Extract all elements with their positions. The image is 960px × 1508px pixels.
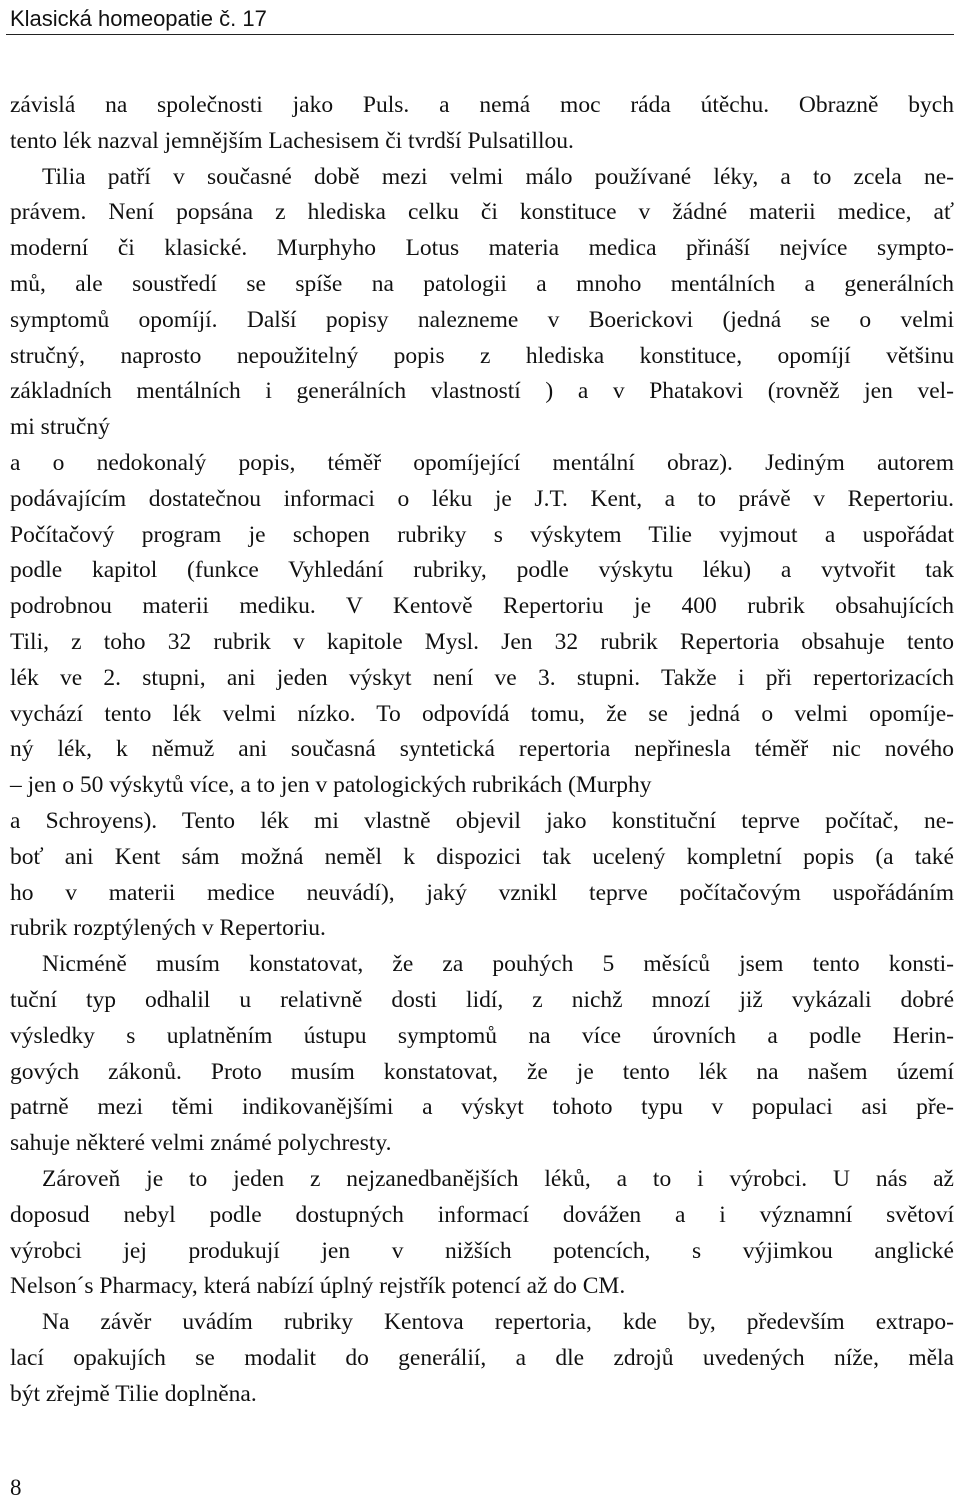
text-line: a o nedokonalý popis, téměř opomíjející mentální obraz). Jediným autorem (10, 449, 954, 476)
text-line: podávajícím dostatečnou informaci o léku je J.T. Kent, a to právě v Repertoriu. (10, 485, 954, 512)
text-line: Počítačový program je schopen rubriky s výskytem Tilie vyjmout a uspořádat (10, 521, 954, 548)
text-line: Nelson´s Pharmacy, která nabízí úplný rejstřík potencí až do CM. (10, 1273, 626, 1300)
text-line: sahuje některé velmi známé polychresty. (10, 1130, 392, 1157)
text-line: Na závěr uvádím rubriky Kentova repertoria, kde by, především extrapo- (42, 1309, 954, 1336)
page-number: 8 (10, 1475, 22, 1500)
text-line: tuční typ odhalil u relativně dosti lidí, z nichž mnozí již vykázali dobré (10, 986, 954, 1013)
text-line: podle kapitol (funkce Vyhledání rubriky, podle výskytu léku) a vytvořit tak (10, 557, 954, 584)
text-line: moderní či klasické. Murphyho Lotus materia medica přináší nejvíce sympto- (10, 235, 954, 262)
article-body (10, 88, 954, 1412)
text-line: podrobnou materii mediku. V Kentově Repertoriu je 400 rubrik obsahujících (10, 593, 954, 620)
text-line: lací opakujích se modalit do generálií, a dle zdrojů uvedených níže, měla (10, 1344, 954, 1371)
running-header: Klasická homeopatie č. 17 (10, 6, 267, 31)
text-line: výrobci jej produkují jen v nižších potencích, s výjimkou anglické (10, 1237, 954, 1264)
text-line: závislá na společnosti jako Puls. a nemá moc ráda útěchu. Obrazně bych (10, 92, 954, 118)
text-line: rubrik rozptýlených v Repertoriu. (10, 915, 326, 942)
header-rule (6, 34, 954, 35)
text-line: lék ve 2. stupni, ani jeden výskyt není ve 3. stupni. Takže i při repertorizacích (10, 664, 954, 691)
text-line: Zároveň je to jeden z nejzanedbanějších léků, a to i výrobci. U nás až (42, 1165, 954, 1192)
text-line: gových zákonů. Proto musím konstatovat, že je tento lék na našem území (10, 1058, 954, 1085)
text-line: stručný, naprosto nepoužitelný popis z hlediska konstituce, opomíjí většinu (10, 342, 954, 369)
text-line: patrně mezi těmi indikovanějšími a výskyt tohoto typu v populaci asi pře- (10, 1094, 954, 1121)
text-line: symptomů opomíjí. Další popisy nalezneme v Boerickovi (jedná se o velmi (10, 306, 954, 333)
text-line: mů, ale soustředí se spíše na patologii a mnoho mentálních a generálních (10, 270, 954, 297)
text-line: doposud nebyl podle dostupných informací dovážen a i významní světoví (10, 1201, 954, 1228)
text-line: výsledky s uplatněním ústupu symptomů na více úrovních a podle Herin- (10, 1022, 954, 1049)
text-line: ho v materii medice neuvádí), jaký vznikl teprve počítačovým uspořádáním (10, 879, 954, 906)
text-line: základních mentálních i generálních vlastností ) a v Phatakovi (rovněž jen vel- (10, 378, 954, 405)
text-line: být zřejmě Tilie doplněna. (10, 1380, 257, 1407)
text-line: mi stručný (10, 414, 110, 441)
text-line: vychází tento lék velmi nízko. To odpovídá tomu, že se jedná o velmi opomíje- (10, 700, 954, 727)
text-line: Tili, z toho 32 rubrik v kapitole Mysl. Jen 32 rubrik Repertoria obsahuje tento (10, 628, 954, 655)
text-line: a Schroyens). Tento lék mi vlastně objevil jako konstituční teprve počítač, ne- (10, 807, 954, 834)
text-line: právem. Není popsána z hlediska celku či konstituce v žádné materii medice, ať (10, 199, 954, 226)
text-line: boť ani Kent sám možná neměl k dispozici tak ucelený kompletní popis (a také (10, 843, 954, 870)
text-line: – jen o 50 výskytů více, a to jen v patologických rubrikách (Murphy (10, 772, 652, 799)
text-line: ný lék, k němuž ani současná syntetická repertoria nepřinesla téměř nic nového (10, 736, 954, 763)
text-line: Tilia patří v současné době mezi velmi málo používané léky, a to zcela ne- (42, 163, 954, 190)
text-line: tento lék nazval jemnějším Lachesisem či tvrdší Pulsatillou. (10, 127, 574, 154)
text-line: Nicméně musím konstatovat, že za pouhých 5 měsíců jsem tento konsti- (42, 951, 954, 978)
